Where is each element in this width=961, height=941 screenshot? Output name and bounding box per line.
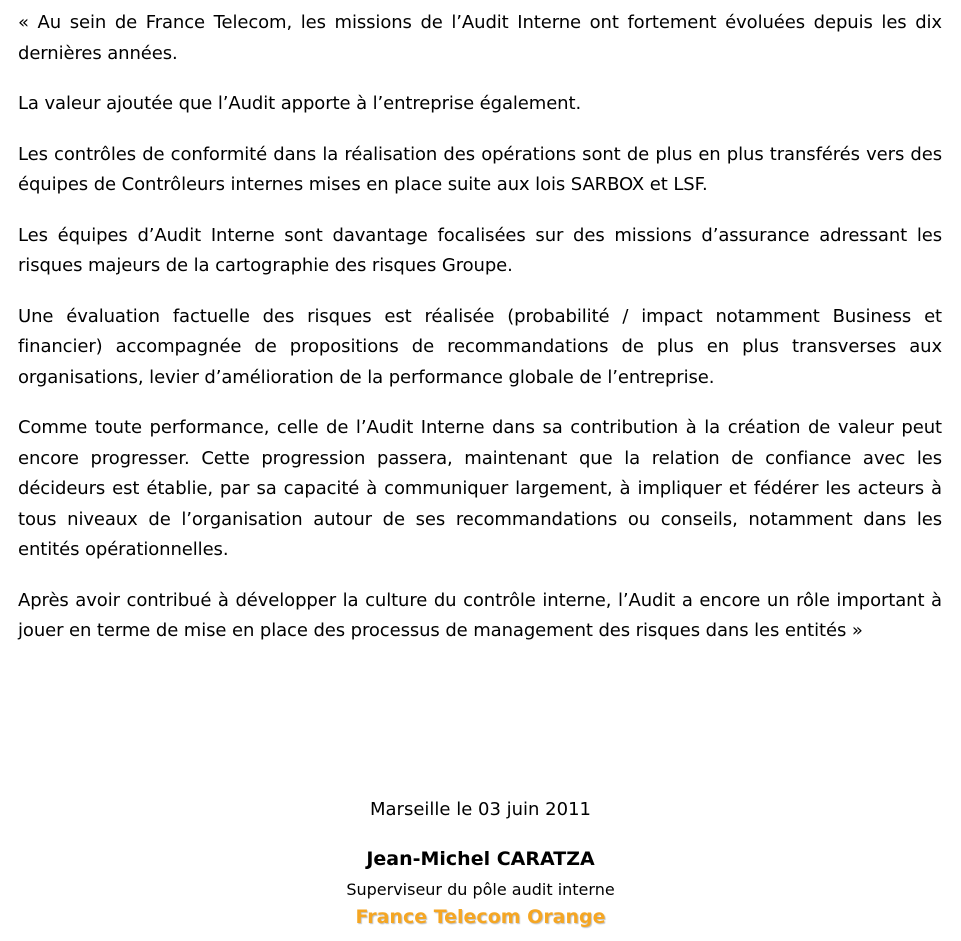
signature-date: Marseille le 03 juin 2011	[370, 799, 591, 820]
paragraph-7: Après avoir contribué à développer la culture du contrôle interne, l’Audit a encore un rôle important à jouer en terme de mise en place des processus de management des risques dans les entités »	[18, 589, 942, 641]
signature-company: France Telecom Orange	[355, 906, 606, 928]
paragraph-5: Une évaluation factuelle des risques est réalisée (probabilité / impact notamment Business et financier) accompagnée de propositions de recommandations de plus en plus transverses aux organisations, levier d’amélioration de la performance globale de l’entreprise.	[18, 305, 942, 388]
paragraph-1: « Au sein de France Telecom, les missions de l’Audit Interne ont fortement évoluées depuis les dix dernières années.	[18, 12, 942, 64]
paragraph-3: Les contrôles de conformité dans la réalisation des opérations sont de plus en plus transférés vers des équipes de Contrôleurs internes mises en place suite aux lois SARBOX et LSF.	[18, 143, 942, 195]
quote-body	[18, 8, 942, 667]
paragraph-2: La valeur ajoutée que l’Audit apporte à l’entreprise également.	[18, 93, 582, 114]
signature-role: Superviseur du pôle audit interne	[346, 880, 615, 899]
paragraph-4: Les équipes d’Audit Interne sont davantage focalisées sur des missions d’assurance adressant les risques majeurs de la cartographie des risques Groupe.	[18, 224, 942, 276]
paragraph-6: Comme toute performance, celle de l’Audit Interne dans sa contribution à la création de valeur peut encore progresser. Cette progression passera, maintenant que la relation de confiance avec les décideurs est établie, par sa capacité à communiquer largement, à impliquer et fédérer les acteurs à tous niveaux de l’organisation autour de ses recommandations ou conseils, notamment dans les entités opérationnelles.	[18, 417, 942, 560]
signature-name: Jean-Michel CARATZA	[366, 848, 595, 870]
